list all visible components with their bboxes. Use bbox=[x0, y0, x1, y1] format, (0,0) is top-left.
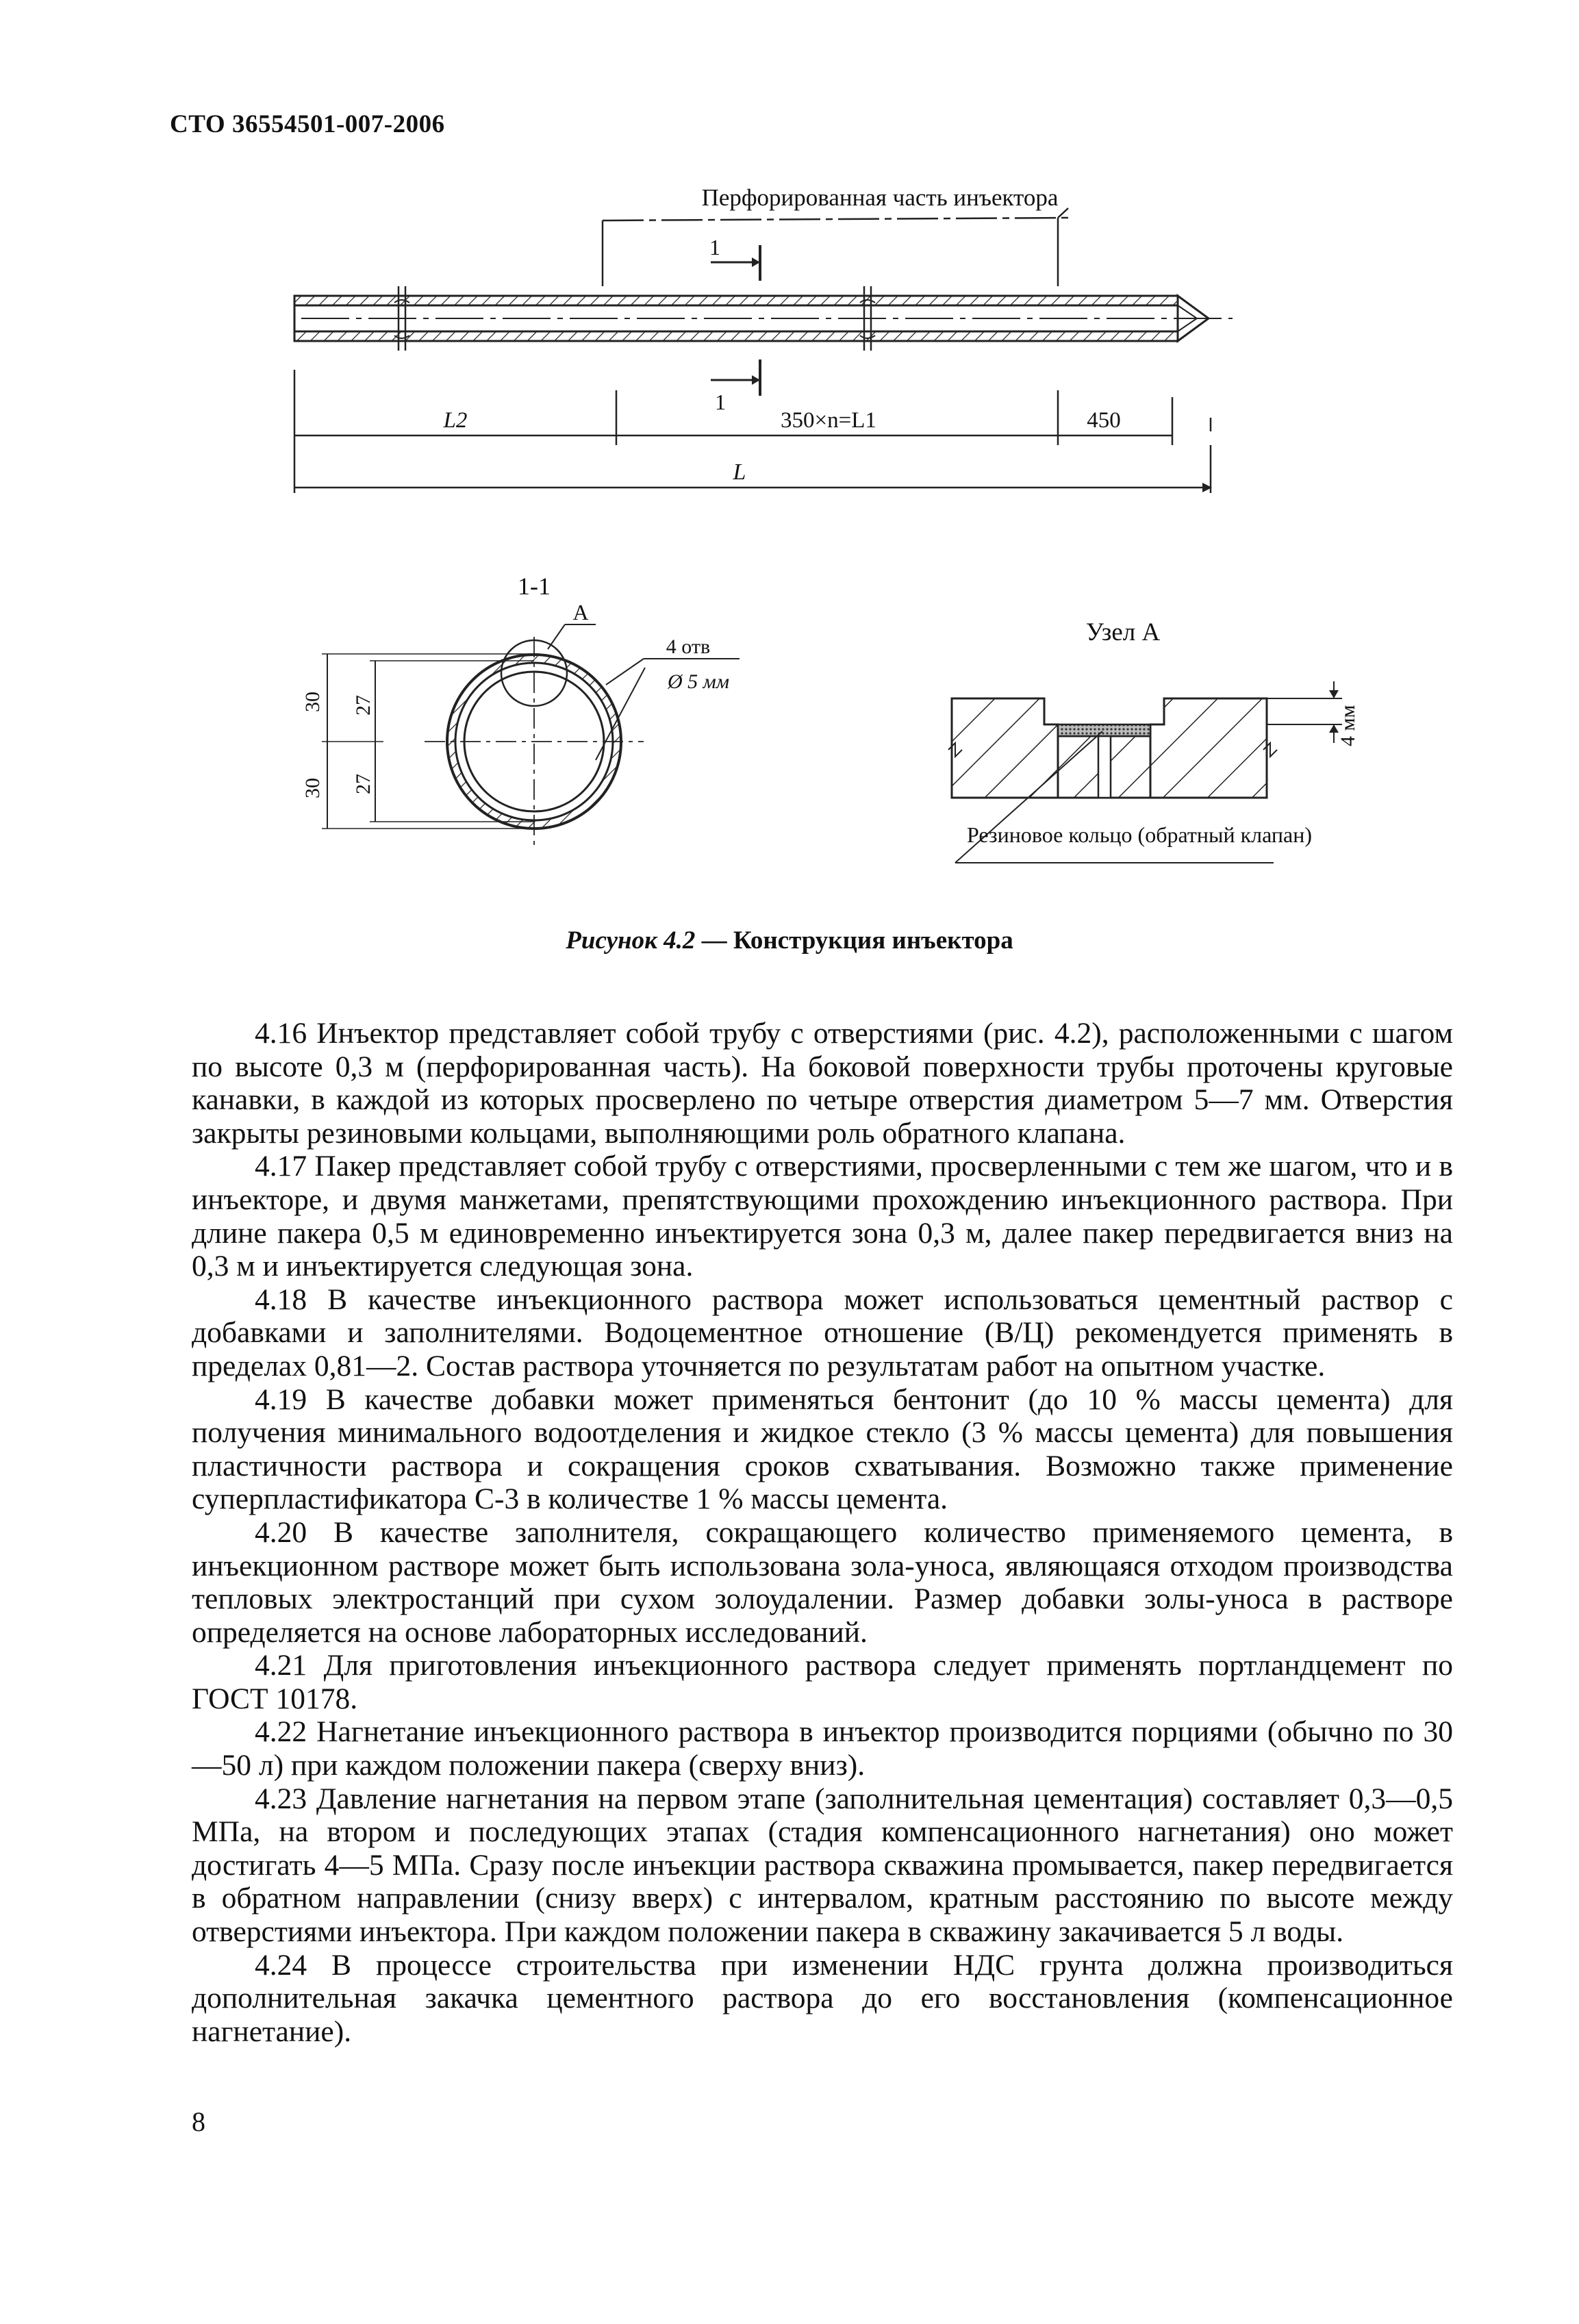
paragraph-4-22: 4.22 Нагнетание инъекционного раствора в инъектор производится порциями (обычно по 30—50 л) при каждом положении пакера (сверху вниз). bbox=[192, 1715, 1453, 1782]
dim-l: L bbox=[733, 459, 746, 485]
dim-outer-upper: 30 bbox=[301, 692, 324, 712]
body-text bbox=[192, 1017, 1453, 2048]
figure-caption-text: — Конструкция инъектора bbox=[695, 926, 1013, 955]
rubber-ring-label: Резиновое кольцо (обратный клапан) bbox=[967, 822, 1312, 847]
paragraph-4-17: 4.17 Пакер представляет собой трубу с отверстиями, просверленными с тем же шагом, что и в инъекторе, и двумя манжетами, препятствующими прохождению инъекционного раствора. При длине пакера 0,5 м единовременно инъектируется зона 0,3 м, далее пакер передвигается вниз на 0,3 м и инъектируется следующая зона. bbox=[192, 1150, 1453, 1283]
injector-top-view bbox=[294, 184, 1233, 493]
section-mark-upper: 1 bbox=[709, 235, 720, 260]
document-code: СТО 36554501-007-2006 bbox=[170, 110, 445, 138]
dim-4mm: 4 мм bbox=[1337, 705, 1359, 746]
paragraph-4-21: 4.21 Для приготовления инъекционного раствора следует применять портландцемент по ГОСТ 10178. bbox=[192, 1649, 1453, 1715]
dim-outer-lower: 30 bbox=[301, 778, 324, 798]
node-a-title: Узел А bbox=[1085, 618, 1161, 646]
perforated-part-label: Перфорированная часть инъектора bbox=[701, 184, 1059, 211]
dim-inner-upper: 27 bbox=[352, 695, 375, 716]
dim-450: 450 bbox=[1087, 408, 1121, 433]
paragraph-4-23: 4.23 Давление нагнетания на первом этапе (заполнительная цементация) составляет 0,3—0,5 МПа, на втором и последующих этапах (стадия компенсационного нагнетания) оно может достигать 4—5 МПа. Сразу после инъекции раствора скважина промывается, пакер передвигается в обратном направлении (снизу вверх) с интервалом, кратным расстоянию по высоте между отверстиями инъектора. При каждом положении пакера в скважину закачивается 5 л воды. bbox=[192, 1782, 1453, 1949]
paragraph-4-18: 4.18 В качестве инъекционного раствора может использоваться цементный раствор с добавками и заполнителями. Водоцементное отношение (В/Ц) рекомендуется применять в пределах 0,81—2. Состав раствора уточняется по результатам работ на опытном участке. bbox=[192, 1283, 1453, 1382]
injector-figure bbox=[0, 0, 1579, 945]
section-mark-lower: 1 bbox=[715, 390, 726, 414]
holes-label: 4 отв bbox=[666, 635, 711, 658]
figure-caption bbox=[0, 926, 1579, 955]
dim-l2: L2 bbox=[443, 408, 468, 433]
paragraph-4-24: 4.24 В процессе строительства при изменении НДС грунта должна производиться дополнительная закачка цементного раствора до его восстановления (компенсационное нагнетание). bbox=[192, 1948, 1453, 2048]
pipe-upper-wall bbox=[294, 296, 1178, 305]
figure-caption-label: Рисунок 4.2 bbox=[566, 926, 696, 955]
page-number: 8 bbox=[192, 2106, 205, 2137]
pipe-lower-wall bbox=[294, 331, 1178, 341]
diameter-label: Ø 5 мм bbox=[668, 670, 729, 693]
paragraph-4-19: 4.19 В качестве добавки может применяться бентонит (до 10 % массы цемента) для получения минимального водоотделения и жидкое стекло (3 % массы цемента) для повышения пластичности раствора и сокращения сроков схватывания. Возможно также применение суперпластификатора С-3 в количестве 1 % массы цемента. bbox=[192, 1382, 1453, 1516]
paragraph-4-16: 4.16 Инъектор представляет собой трубу с отверстиями (рис. 4.2), расположенными с шагом по высоте 0,3 м (перфорированная часть). На боковой поверхности трубы проточены круговые канавки, в каждой из которых просверлено по четыре отверстия диаметром 5—7 мм. Отверстия закрыты резиновыми кольцами, выполняющими роль обратного клапана. bbox=[192, 1017, 1453, 1150]
dim-l1: 350×n=L1 bbox=[781, 408, 876, 433]
dim-inner-lower: 27 bbox=[352, 774, 375, 794]
paragraph-4-20: 4.20 В качестве заполнителя, сокращающего количество применяемого цемента, в инъекционном растворе может быть использована зола-уноса, являющаяся отходом производства тепловых электростанций при сухом золоудалении. Размер добавки золы-уноса в растворе определяется на основе лабораторных исследований. bbox=[192, 1515, 1453, 1649]
rubber-ring bbox=[1058, 724, 1150, 736]
section-title: 1-1 bbox=[518, 572, 551, 600]
node-a-marker: А bbox=[572, 600, 589, 624]
section-1-1-view bbox=[301, 572, 740, 849]
node-a-view bbox=[948, 618, 1359, 863]
